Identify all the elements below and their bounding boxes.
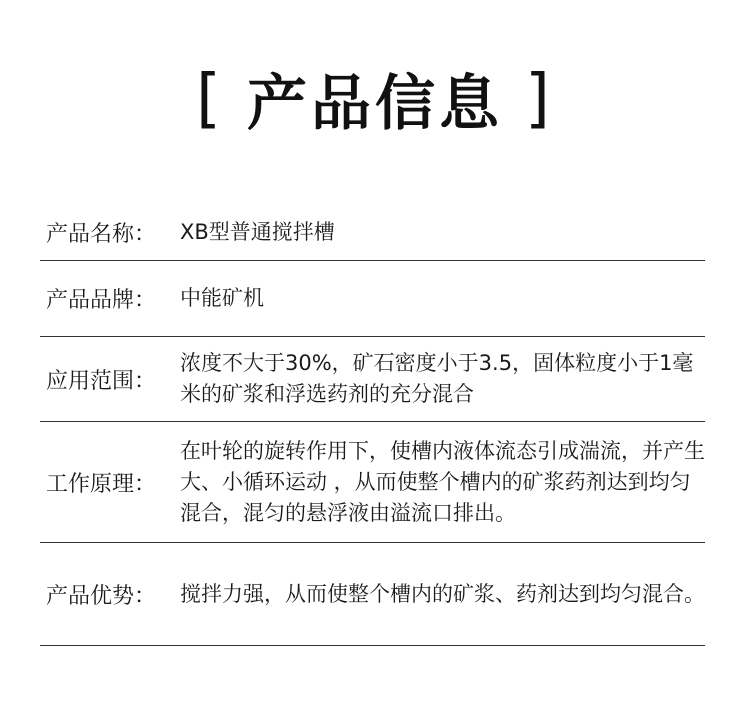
row-product-brand	[40, 261, 705, 337]
row-label: 工作原理：	[46, 471, 157, 497]
row-value: XB型普通搅拌槽	[180, 220, 335, 244]
row-value: 中能矿机	[180, 286, 264, 310]
row-label: 产品名称：	[46, 222, 157, 247]
row-application-scope	[40, 337, 705, 422]
title-text: 产品信息	[247, 69, 503, 139]
row-label: 应用范围：	[46, 368, 157, 394]
row-label: 产品品牌：	[46, 288, 157, 313]
row-label: 产品优势：	[46, 583, 157, 609]
product-info-table	[40, 205, 705, 646]
title-bracket-open: [	[196, 62, 225, 136]
row-value: 浓度不大于30%，矿石密度小于3.5，固体粒度小于1毫米的矿浆和浮选药剂的充分混合	[180, 351, 694, 406]
row-working-principle	[40, 422, 705, 543]
row-product-advantage	[40, 543, 705, 646]
row-product-name	[40, 205, 705, 261]
page-title	[0, 54, 750, 144]
row-value: 搅拌力强，从而使整个槽内的矿浆、药剂达到均匀混合。	[180, 581, 705, 606]
row-value: 在叶轮的旋转作用下，使槽内液体流态引成湍流，并产生大、小循环运动 ，从而使整个槽内的矿浆药剂达到均匀混合，混匀的悬浮液由溢流口排出。	[180, 438, 705, 525]
title-bracket-close: ]	[525, 62, 554, 136]
